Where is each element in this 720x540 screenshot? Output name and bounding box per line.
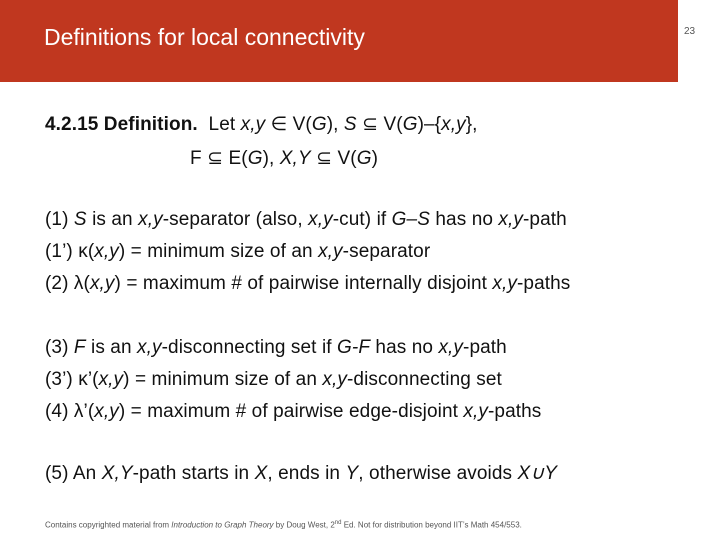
- text-segment: F ⊆ E(: [190, 148, 248, 169]
- math-variable: x,y: [463, 401, 488, 422]
- definition-line-1-text: [209, 114, 478, 135]
- math-variable: x,y: [89, 273, 115, 294]
- math-variable: F: [73, 337, 86, 358]
- math-variable: x,y: [318, 241, 343, 262]
- math-variable: G-F: [337, 337, 371, 358]
- item-1-prime: [45, 241, 430, 263]
- math-variable: x,y: [94, 401, 119, 422]
- text-segment: (3’) κ’(: [45, 369, 99, 390]
- definition-line-2: [190, 147, 378, 170]
- item-3: [45, 337, 507, 359]
- text-segment: Let: [208, 114, 241, 135]
- item-4: [45, 401, 541, 423]
- text-segment: ): [371, 148, 379, 169]
- text-segment: )–{: [417, 114, 442, 135]
- text-segment: ),: [262, 148, 280, 169]
- math-variable: G: [402, 114, 418, 135]
- text-segment: -separator (also,: [162, 209, 309, 230]
- text-segment: has no: [370, 337, 439, 358]
- text-segment: ⊆ V(: [356, 114, 403, 135]
- math-variable: x,y: [498, 209, 523, 230]
- item-3-prime: [45, 369, 502, 391]
- math-variable: x,y: [137, 337, 162, 358]
- math-variable: x,y: [322, 369, 347, 390]
- text-segment: (1): [45, 209, 74, 230]
- text-segment: is an: [86, 209, 139, 230]
- definition-label: 4.2.15 Definition.: [45, 114, 198, 135]
- math-variable: x,y: [138, 209, 163, 230]
- math-variable: X: [254, 463, 268, 484]
- text-segment: , ends in: [267, 463, 346, 484]
- text-segment: ) = minimum size of an: [118, 241, 319, 262]
- math-variable: x,y: [98, 369, 124, 390]
- text-segment: -path: [523, 209, 567, 230]
- math-variable: X,Y: [279, 148, 311, 169]
- slide-number: 23: [684, 26, 696, 37]
- math-variable: x,y: [438, 337, 464, 358]
- math-variable: x,y: [492, 273, 517, 294]
- text-segment: ⊆ V(: [310, 148, 357, 169]
- copyright-footer: Contains copyrighted material from Introduction to Graph Theory by Doug West, 2nd Ed. Not for distribution beyond IIT’s Math 454/553.: [45, 520, 522, 530]
- text-segment: -cut) if: [332, 209, 392, 230]
- text-segment: -path: [463, 337, 507, 358]
- math-variable: x,y: [240, 114, 266, 135]
- text-segment: ),: [326, 114, 344, 135]
- text-segment: (5) An: [45, 463, 102, 484]
- text-segment: -paths: [488, 401, 542, 422]
- math-variable: G: [356, 148, 372, 169]
- math-variable: X,Y: [101, 463, 133, 484]
- text-segment: ∈ V(: [265, 114, 312, 135]
- slide-title: Definitions for local connectivity: [44, 24, 365, 50]
- math-variable: S: [73, 209, 87, 230]
- math-variable: S: [343, 114, 357, 135]
- math-variable: Y: [345, 463, 359, 484]
- math-variable: x,y: [308, 209, 333, 230]
- item-5: [45, 462, 557, 485]
- math-variable: X∪Y: [517, 463, 558, 484]
- math-variable: x,y: [441, 114, 466, 135]
- text-segment: -disconnecting set if: [161, 337, 338, 358]
- text-segment: (1’) κ(: [45, 241, 95, 262]
- text-segment: ) = maximum # of pairwise edge-disjoint: [118, 401, 464, 422]
- math-variable: G: [311, 114, 327, 135]
- text-segment: -disconnecting set: [347, 369, 502, 390]
- text-segment: -paths: [517, 273, 571, 294]
- text-segment: , otherwise avoids: [358, 463, 518, 484]
- text-segment: },: [465, 114, 478, 135]
- text-segment: -separator: [342, 241, 431, 262]
- item-2: [45, 273, 570, 295]
- definition-line-1: [45, 113, 478, 136]
- math-variable: x,y: [94, 241, 119, 262]
- text-segment: (3): [45, 337, 74, 358]
- text-segment: is an: [85, 337, 138, 358]
- math-variable: G: [247, 148, 263, 169]
- text-segment: has no: [430, 209, 499, 230]
- text-segment: ) = minimum size of an: [123, 369, 323, 390]
- math-variable: G–S: [391, 209, 430, 230]
- text-segment: ) = maximum # of pairwise internally disjoint: [114, 273, 493, 294]
- item-1: [45, 209, 567, 231]
- text-segment: -path starts in: [132, 463, 255, 484]
- text-segment: (4) λ’(: [45, 401, 95, 422]
- text-segment: (2) λ(: [45, 273, 90, 294]
